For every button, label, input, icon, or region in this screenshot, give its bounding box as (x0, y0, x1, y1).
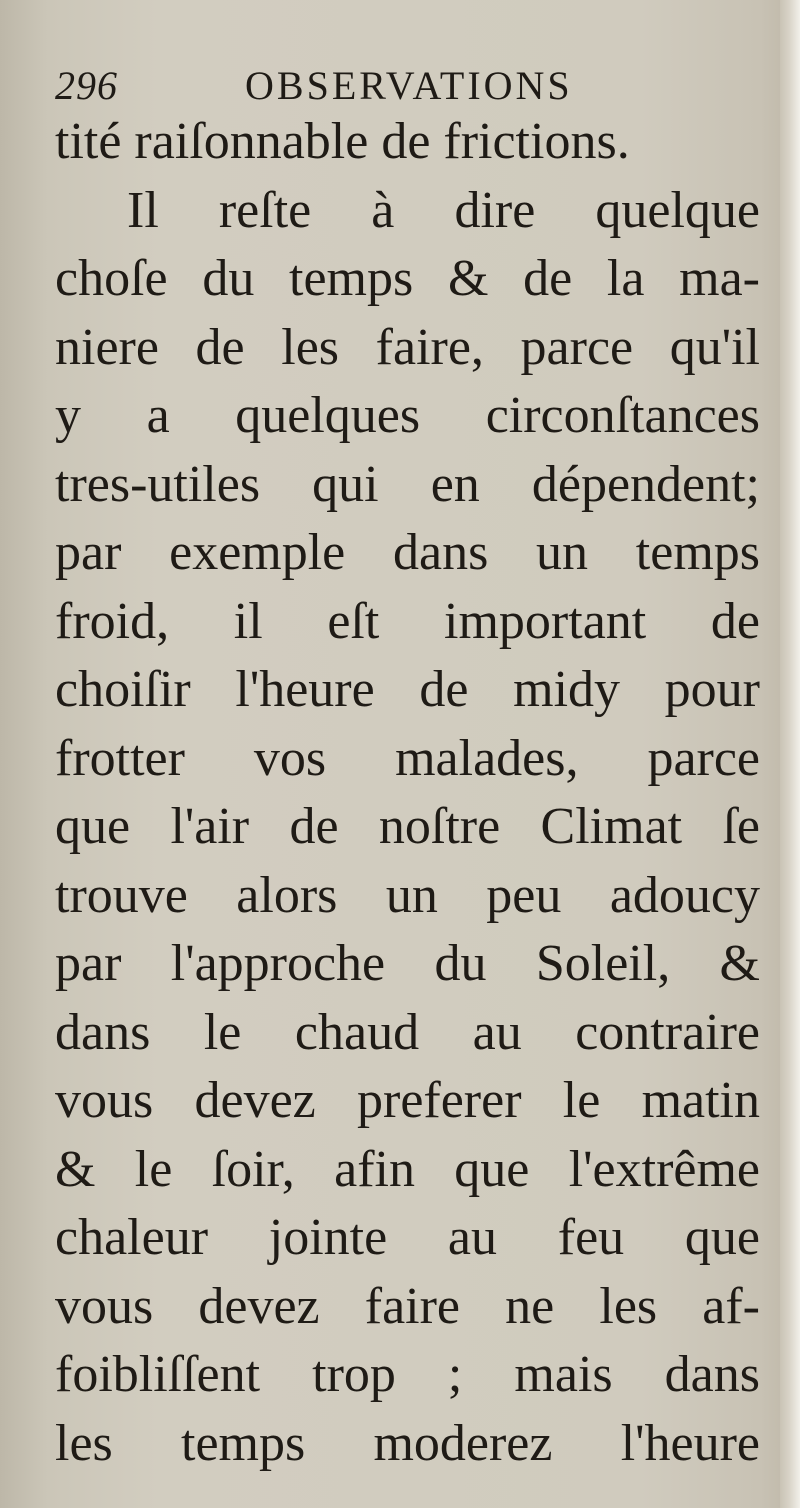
running-head: OBSERVATIONS (245, 63, 573, 108)
page-header (55, 58, 755, 108)
text-line: froid, il eſt important de (55, 592, 760, 650)
text-line: tres-utiles qui en dépendent; (55, 455, 760, 513)
text-line: choiſir l'heure de midy pour (55, 661, 760, 718)
text-line: dans le chaud au contraire (55, 1003, 760, 1061)
text-line: & le ſoir, afin que l'extrême (55, 1140, 760, 1198)
text-line: vous devez faire ne les af- (55, 1277, 760, 1335)
text-line: trouve alors un peu adoucy (55, 866, 760, 924)
text-line: que l'air de noſtre Climat ſe (55, 798, 760, 855)
text-line: vous devez preferer le matin (55, 1072, 760, 1129)
body-text (55, 108, 760, 1478)
text-line: foibliſſent trop ; mais dans (55, 1346, 760, 1403)
page-number: 296 (55, 63, 118, 108)
text-line: par exemple dans un temps (55, 524, 760, 581)
page-edge (780, 0, 800, 1508)
text-line: chaleur jointe au feu que (55, 1209, 760, 1266)
text-line: niere de les faire, parce qu'il (55, 318, 760, 376)
text-line: y a quelques circonſtances (55, 387, 760, 444)
text-line: choſe du temps & de la ma- (55, 250, 760, 307)
text-line: les temps moderez l'heure (55, 1414, 760, 1472)
text-line: Il reſte à dire quelque (127, 181, 760, 239)
text-line: par l'approche du Soleil, & (55, 935, 760, 992)
text-line: tité raiſonnable de frictions. (55, 113, 630, 170)
text-line: frotter vos malades, parce (55, 729, 760, 787)
